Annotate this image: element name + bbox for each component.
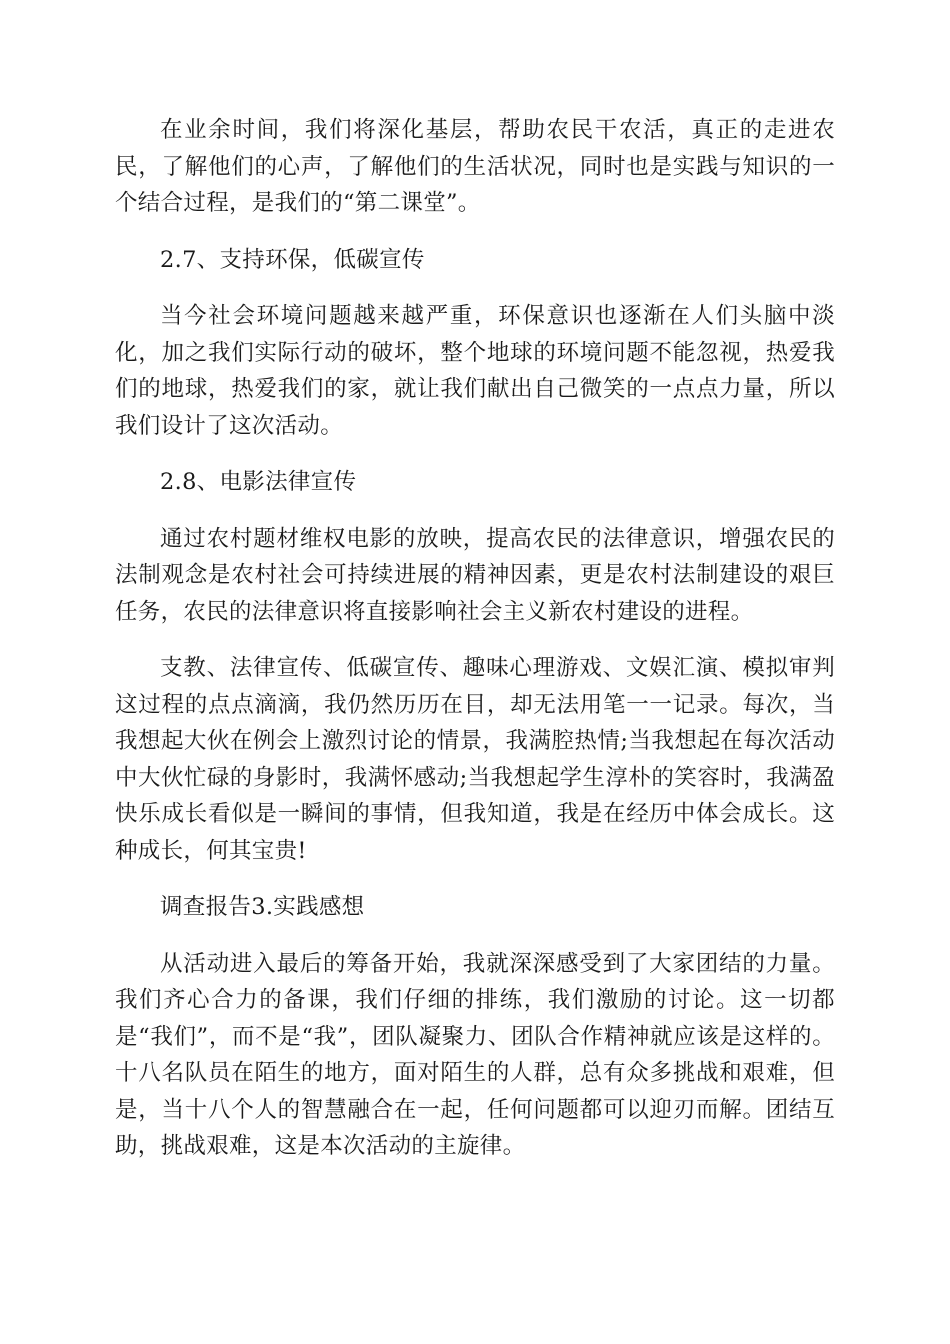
paragraph-teamwork: 从活动进入最后的筹备开始，我就深深感受到了大家团结的力量。我们齐心合力的备课，我们仔细的排练，我们激励的讨论。这一切都是“我们”，而不是“我”，团队凝聚力、团队合作精神就应该是这样的。十八名队员在陌生的地方，面对陌生的人群，总有众多挑战和艰难，但是，当十八个人的智慧融合在一起，任何问题都可以迎刃而解。团结互助，挑战艰难，这是本次活动的主旋律。 [115, 950, 835, 1159]
paragraph-activities-recap: 支教、法律宣传、低碳宣传、趣味心理游戏、文娱汇演、模拟审判这过程的点点滴滴，我仍然历历在目，却无法用笔一一记录。每次，当我想起大伙在例会上激烈讨论的情景，我满腔热情;当我想起在每次活动中大伙忙碌的身影时，我满怀感动;当我想起学生淳朴的笑容时，我满盈快乐成长看似是一瞬间的事情，但我知道，我是在经历中体会成长。这种成长，何其宝贵! [115, 655, 835, 864]
document-body [115, 112, 835, 1165]
paragraph-second-classroom: 在业余时间，我们将深化基层，帮助农民干农活，真正的走进农民，了解他们的心声，了解他们的生活状况，同时也是实践与知识的一个结合过程，是我们的“第二课堂”。 [115, 117, 835, 216]
paragraph-environment: 当今社会环境问题越来越严重，环保意识也逐渐在人们头脑中淡化，加之我们实际行动的破坏，整个地球的环境问题不能忽视，热爱我们的地球，热爱我们的家，就让我们献出自己微笑的一点点力量，所以我们设计了这次活动。 [115, 303, 835, 439]
section-heading-2-8: 2.8、电影法律宣传 [160, 469, 357, 495]
section-heading-2-7: 2.7、支持环保，低碳宣传 [160, 246, 425, 273]
paragraph-film-law: 通过农村题材维权电影的放映，提高农民的法律意识，增强农民的法制观念是农村社会可持续进展的精神因素，更是农村法制建设的艰巨任务，农民的法律意识将直接影响社会主义新农村建设的进程。 [115, 525, 835, 625]
section-heading-report-3: 调查报告3.实践感想 [160, 894, 365, 920]
